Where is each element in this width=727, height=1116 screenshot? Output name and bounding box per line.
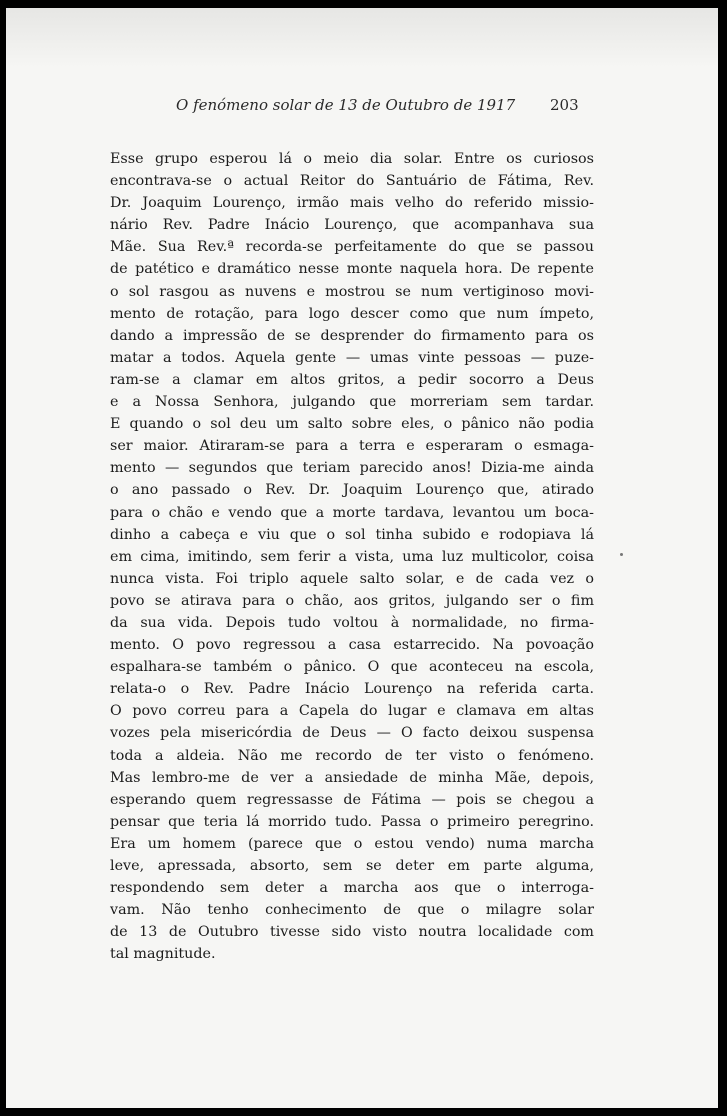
text-line: dando a impressão de se desprender do firmamento para os [110,327,594,344]
text-line: o sol rasgou as nuvens e mostrou se num vertiginoso movi- [110,283,594,300]
text-line: encontrava-se o actual Reitor do Santuário de Fátima, Rev. [110,173,594,190]
text-line: mento de rotação, para logo descer como que num ímpeto, [110,305,594,322]
text-line: nunca vista. Foi triplo aquele salto solar, e de cada vez o [110,570,594,587]
text-line: pensar que teria lá morrido tudo. Passa o primeiro peregrino. [110,813,594,830]
book-page [6,8,718,1108]
text-line: vozes pela misericórdia de Deus — O facto deixou suspensa [110,725,594,742]
text-line: Era um homem (parece que o estou vendo) numa marcha [110,835,594,852]
running-header [6,96,718,120]
text-line: e a Nossa Senhora, julgando que morreriam sem tardar. [110,394,594,411]
text-line: Mas lembro-me de ver a ansiedade de minha Mãe, depois, [110,769,594,786]
running-title: O fenómeno solar de 13 de Outubro de 1917 [176,96,516,114]
margin-speck [620,553,623,556]
text-line: povo se atirava para o chão, aos gritos, julgando ser o fim [110,592,594,609]
text-line: Esse grupo esperou lá o meio dia solar. Entre os curiosos [110,151,594,167]
text-line: matar a todos. Aquela gente — umas vinte pessoas — puze- [110,349,594,366]
text-line: nário Rev. Padre Inácio Lourenço, que acompanhava sua [110,217,594,234]
text-line: mento — segundos que teriam parecido anos! Dizia-me ainda [110,460,594,477]
text-line: O povo correu para a Capela do lugar e clamava em altas [110,703,594,720]
text-line: espalhara-se também o pânico. O que aconteceu na escola, [110,659,594,676]
text-line: toda a aldeia. Não me recordo de ter visto o fenómeno. [110,747,594,764]
text-line: vam. Não tenho conhecimento de que o milagre solar [110,902,594,919]
text-line: esperando quem regressasse de Fátima — pois se chegou a [110,791,594,808]
text-line: ser maior. Atiraram-se para a terra e esperaram o esmaga- [110,438,594,455]
text-line: Dr. Joaquim Lourenço, irmão mais velho do referido missio- [110,195,594,212]
text-line: Mãe. Sua Rev.ª recorda-se perfeitamente do que se passou [110,239,594,256]
text-line: dinho a cabeça e viu que o sol tinha subido e rodopiava lá [110,526,594,543]
text-line: da sua vida. Depois tudo voltou à normalidade, no firma- [110,614,594,631]
text-line: mento. O povo regressou a casa estarrecido. Na povoação [110,637,594,654]
text-line: respondendo sem deter a marcha aos que o interroga- [110,880,594,897]
text-line: o ano passado o Rev. Dr. Joaquim Lourenço que, atirado [110,482,594,499]
body-text [110,148,594,965]
text-line: relata-o o Rev. Padre Inácio Lourenço na referida carta. [110,681,594,698]
text-line: de patético e dramático nesse monte naquela hora. De repente [110,261,594,278]
text-line: em cima, imitindo, sem ferir a vista, uma luz multicolor, coisa [110,548,594,565]
text-line: ram-se a clamar em altos gritos, a pedir socorro a Deus [110,371,594,388]
text-line: para o chão e vendo que a morte tardava, levantou um boca- [110,504,594,521]
text-line: tal magnitude. [110,946,216,963]
text-line: E quando o sol deu um salto sobre eles, o pânico não podia [110,416,594,433]
text-line: leve, apressada, absorto, sem se deter em parte alguma, [110,858,594,874]
page-number: 203 [550,96,579,114]
text-line: de 13 de Outubro tivesse sido visto noutra localidade com [110,924,594,941]
